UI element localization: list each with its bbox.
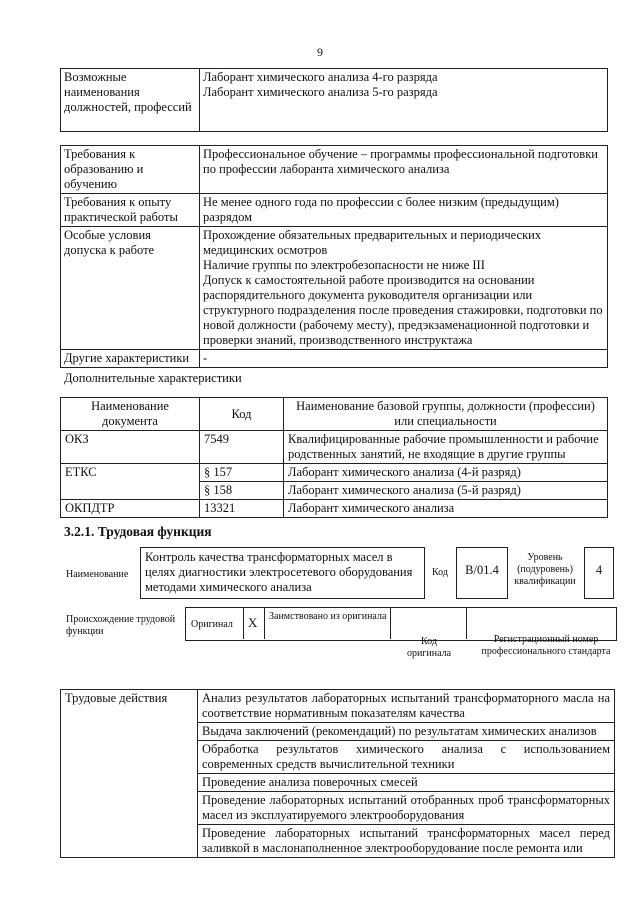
possible-titles-values (200, 69, 608, 132)
education-label: Требования к образованию и обучению (61, 146, 200, 194)
condition-line: Наличие группы по электробезопасности не ниже III (203, 258, 485, 272)
action-item: Выдача заключений (рекомендаций) по результатам химических анализов (198, 723, 615, 741)
code-cell: § 157 (200, 464, 284, 482)
name-cell: Лаборант химического анализа (284, 500, 608, 518)
possible-titles-label: Возможные наименования должностей, профессий (61, 69, 200, 132)
actions-label: Трудовые действия (61, 690, 198, 858)
name-cell: Лаборант химического анализа (4-й разряд) (284, 464, 608, 482)
header-code: Код (200, 398, 284, 431)
special-conditions-label: Особые условия допуска к работе (61, 227, 200, 350)
experience-value: Не менее одного года по профессии с более низким (предыдущим) разрядом (200, 194, 608, 227)
condition-line: Прохождение обязательных предварительных и периодических медицинских осмотров (203, 228, 542, 257)
name-label: Наименование (66, 569, 129, 580)
section-title: 3.2.1. Трудовая функция (64, 524, 212, 539)
function-name: Контроль качества трансформаторных масел в целях диагностики электросетевого оборудования методами химического анализа (140, 547, 425, 599)
level-value: 4 (584, 547, 614, 599)
header-name: Наименование базовой группы, должности (профессии) или специальности (284, 398, 608, 431)
action-item: Анализ результатов лабораторных испытаний трансформаторного масла на соответствие нормативным показателям качества (198, 690, 615, 723)
level-label: Уровень (подуровень) квалификации (514, 552, 576, 587)
header-doc: Наименование документа (61, 398, 200, 431)
additional-table (60, 397, 608, 518)
possible-titles-table (60, 68, 608, 132)
function-code: B/01.4 (456, 547, 508, 599)
orig-code-label: Код оригинала (406, 636, 452, 659)
action-item: Проведение лабораторных испытаний трансформаторных масел перед заливкой в маслонаполненное электрооборудование после ремонта или (198, 825, 615, 858)
action-item: Проведение лабораторных испытаний отобранных проб трансформаторных масел из эксплуатируемого электрооборудования (198, 792, 615, 825)
title-value: Лаборант химического анализа 4-го разряда (203, 70, 438, 84)
original-mark: X (248, 615, 258, 630)
reg-num-label: Регистрационный номер профессионального стандарта (481, 634, 611, 657)
divider (243, 607, 245, 639)
code-label: Код (432, 567, 448, 578)
divider (264, 607, 266, 639)
doc-cell: ЕТКС (61, 464, 200, 500)
divider (466, 607, 468, 639)
code-cell: 7549 (200, 431, 284, 464)
requirements-table (60, 145, 608, 368)
name-cell: Лаборант химического анализа (5-й разряд) (284, 482, 608, 500)
title-value: Лаборант химического анализа 5-го разряда (203, 85, 438, 99)
table-row (61, 431, 608, 464)
name-cell: Квалифицированные рабочие промышленности и рабочие родственных занятий, не входящие в другие группы (284, 431, 608, 464)
action-item: Проведение анализа поверочных смесей (198, 774, 615, 792)
doc-cell: ОКПДТР (61, 500, 200, 518)
other-value: - (200, 350, 608, 368)
origin-label: Происхождение трудовой функции (66, 614, 176, 637)
other-label: Другие характеристики (61, 350, 200, 368)
special-conditions-value (200, 227, 608, 350)
code-cell: 13321 (200, 500, 284, 518)
additional-title: Дополнительные характеристики (64, 371, 242, 385)
table-row (61, 464, 608, 482)
actions-table (60, 689, 615, 858)
action-item: Обработка результатов химического анализа с использованием современных средств вычислительной техники (198, 741, 615, 774)
experience-label: Требования к опыту практической работы (61, 194, 200, 227)
table-row (61, 500, 608, 518)
code-cell: § 158 (200, 482, 284, 500)
page-number: 9 (317, 45, 323, 59)
divider (390, 607, 392, 639)
education-value: Профессиональное обучение – программы профессиональной подготовки по профессии лаборанта химического анализа (200, 146, 608, 194)
borrowed-label: Заимствовано из оригинала (269, 611, 387, 622)
doc-cell: ОКЗ (61, 431, 200, 464)
original-label: Оригинал (191, 619, 233, 630)
condition-line: Допуск к самостоятельной работе производится на основании распорядительного документа руководителя организации или структурного подразделения после проведения стажировки, подготовки по новой должности (рабочему месту), предэкзаменационной подготовки и проверки знаний, производственного инструктажа (203, 273, 603, 347)
